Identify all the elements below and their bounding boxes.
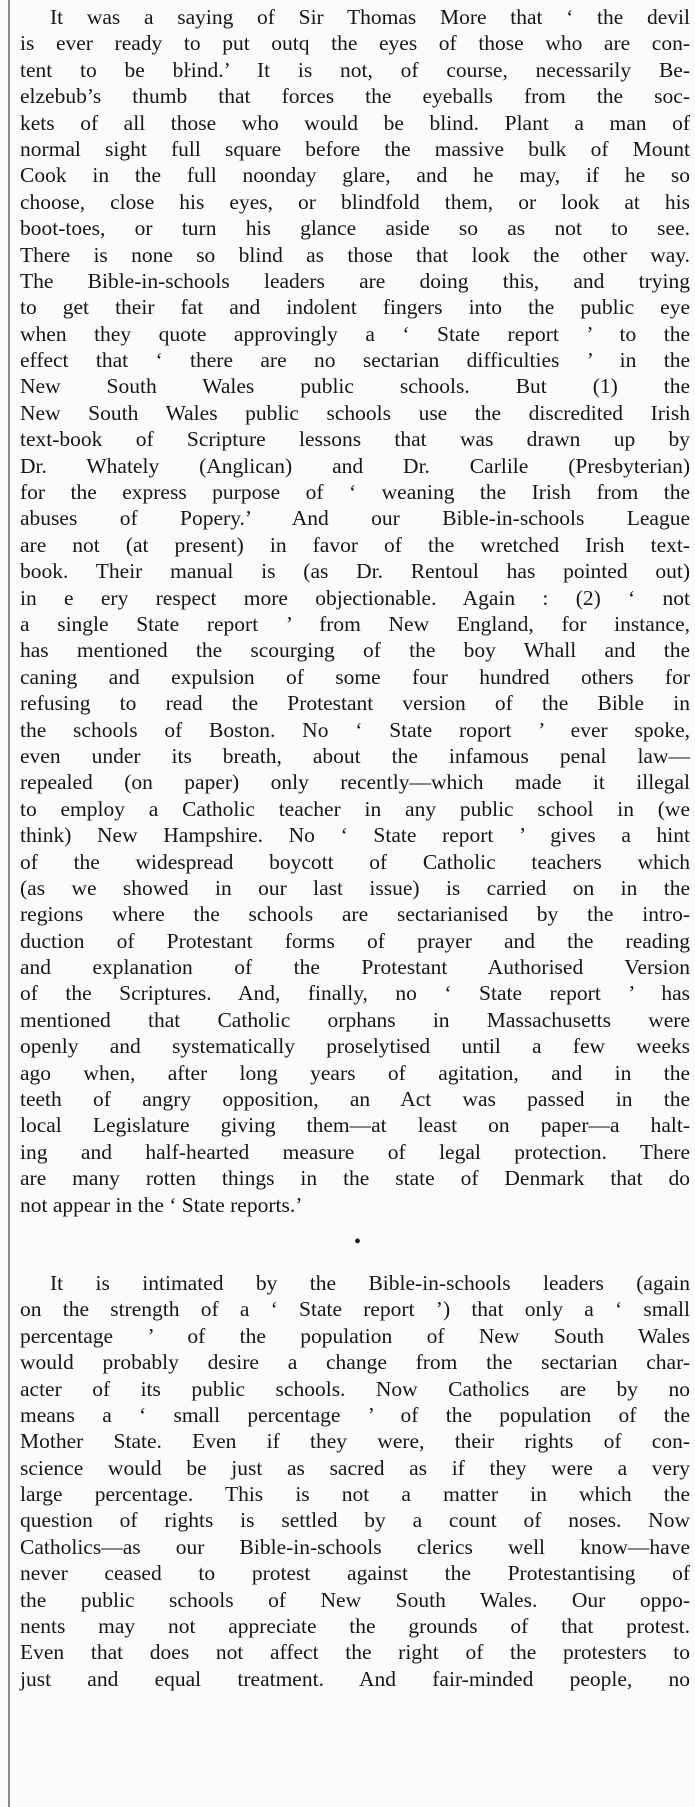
text-line: ing and half-hearted measure of legal protection. There — [20, 1139, 690, 1164]
text-line: Dr. Whately (Anglican) and Dr. Carlile (Presbyterian) — [20, 453, 690, 478]
paragraph-2 — [20, 1270, 690, 1692]
text-line: mentioned that Catholic orphans in Massachusetts were — [20, 1007, 690, 1032]
text-line: nents may not appreciate the grounds of that protest. — [20, 1614, 690, 1639]
text-line: percentage ’ of the population of New South Wales — [20, 1323, 690, 1348]
text-line: kets of all those who would be blind. Plant a man of — [20, 110, 690, 135]
column-rule — [8, 0, 10, 1807]
text-line: of the Scriptures. And, finally, no ‘ State report ’ has — [20, 981, 690, 1006]
text-line: would probably desire a change from the sectarian char- — [20, 1350, 690, 1375]
text-line: duction of Protestant forms of prayer and the reading — [20, 928, 690, 953]
section-separator — [20, 1218, 690, 1270]
text-line: elzebub’s thumb that forces the eyeballs from the soc- — [20, 84, 690, 109]
text-line: boot-toes, or turn his glance aside so as not to see. — [20, 216, 690, 241]
text-line: to employ a Catholic teacher in any public school in (we — [20, 796, 690, 821]
article-column — [20, 4, 690, 1692]
text-line: question of rights is settled by a count of noses. Now — [20, 1508, 690, 1533]
text-line: caning and expulsion of some four hundred others for — [20, 664, 690, 689]
text-line: (as we showed in our last issue) is carried on in the — [20, 875, 690, 900]
text-line: There is none so blind as those that look the other way. — [20, 242, 690, 267]
text-line: Cook in the full noonday glare, and he may, if he so — [20, 163, 690, 188]
text-line: It was a saying of Sir Thomas More that ‘ the devil — [50, 5, 690, 29]
text-line: acter of its public schools. Now Catholics are by no — [20, 1376, 690, 1401]
text-line: effect that ‘ there are no sectarian difficulties ’ in the — [20, 348, 690, 373]
text-line: openly and systematically proselytised until a few weeks — [20, 1034, 690, 1059]
text-line: for the express purpose of ‘ weaning the Irish from the — [20, 480, 690, 505]
text-line: in e ery respect more objectionable. Again : (2) ‘ not — [20, 585, 690, 610]
text-line: the public schools of New South Wales. Our oppo- — [20, 1587, 690, 1612]
text-line: is ever ready to put outq the eyes of those who are con- — [20, 31, 690, 56]
separator-dot: • — [354, 1230, 362, 1253]
text-line: the schools of Boston. No ‘ State roport ’ ever spoke, — [20, 717, 690, 742]
text-line: large percentage. This is not a matter in which the — [20, 1482, 690, 1507]
text-line: science would be just as sacred as if they were a very — [20, 1455, 690, 1480]
text-line: repealed (on paper) only recently—which made it illegal — [20, 770, 690, 795]
text-line: text-book of Scripture lessons that was drawn up by — [20, 427, 690, 452]
text-line: New South Wales public schools use the discredited Irish — [20, 400, 690, 425]
text-line: refusing to read the Protestant version of the Bible in — [20, 691, 690, 716]
text-line: New South Wales public schools. But (1) the — [20, 374, 690, 399]
text-line: It is intimated by the Bible-in-schools leaders (again — [50, 1270, 690, 1295]
text-line: choose, close his eyes, or blindfold them, or look at his — [20, 189, 690, 214]
text-line: means a ‘ small percentage ’ of the population of the — [20, 1402, 690, 1427]
text-line: ago when, after long years of agitation, and in the — [20, 1060, 690, 1085]
text-line: of the widespread boycott of Catholic teachers which — [20, 849, 690, 874]
text-line: and explanation of the Protestant Authorised Version — [20, 955, 690, 980]
text-line: to get their fat and indolent fingers into the public eye — [20, 295, 690, 320]
text-line: The Bible-in-schools leaders are doing this, and trying — [20, 268, 690, 293]
text-line: think) New Hampshire. No ‘ State report ’ gives a hint — [20, 823, 690, 848]
text-line: normal sight full square before the massive bulk of Mount — [20, 136, 690, 161]
text-line: teeth of angry opposition, an Act was passed in the — [20, 1087, 690, 1112]
text-line: even under its breath, about the infamous penal law— — [20, 743, 690, 768]
paragraph-1 — [20, 4, 690, 1218]
text-line: Catholics—as our Bible-in-schools clerics well know—have — [20, 1534, 690, 1559]
text-line: Mother State. Even if they were, their rights of con- — [20, 1429, 690, 1454]
text-line: a single State report ’ from New England, for instance, — [20, 611, 690, 636]
text-line: abuses of Popery.’ And our Bible-in-schools League — [20, 506, 690, 531]
text-line: when they quote approvingly a ‘ State report ’ to the — [20, 321, 690, 346]
text-line: regions where the schools are sectarianised by the intro- — [20, 902, 690, 927]
text-line: has mentioned the scourging of the boy Whall and the — [20, 638, 690, 663]
text-line: on the strength of a ‘ State report ’) that only a ‘ small — [20, 1297, 690, 1322]
text-line: book. Their manual is (as Dr. Rentoul has pointed out) — [20, 559, 690, 584]
text-line: never ceased to protest against the Protestantising of — [20, 1561, 690, 1586]
text-line: local Legislature giving them—at least on paper—a halt- — [20, 1113, 690, 1138]
text-line: not appear in the ‘ State reports.’ — [20, 1192, 303, 1217]
text-line: tent to be bŀind.’ It is not, of course, necessarily Be- — [20, 57, 690, 82]
text-line: just and equal treatment. And fair-minded people, no — [20, 1666, 690, 1691]
text-line: are not (at present) in favor of the wretched Irish text- — [20, 532, 690, 557]
text-line: Even that does not affect the right of the protesters to — [20, 1640, 690, 1665]
text-line: are many rotten things in the state of Denmark that do — [20, 1166, 690, 1191]
